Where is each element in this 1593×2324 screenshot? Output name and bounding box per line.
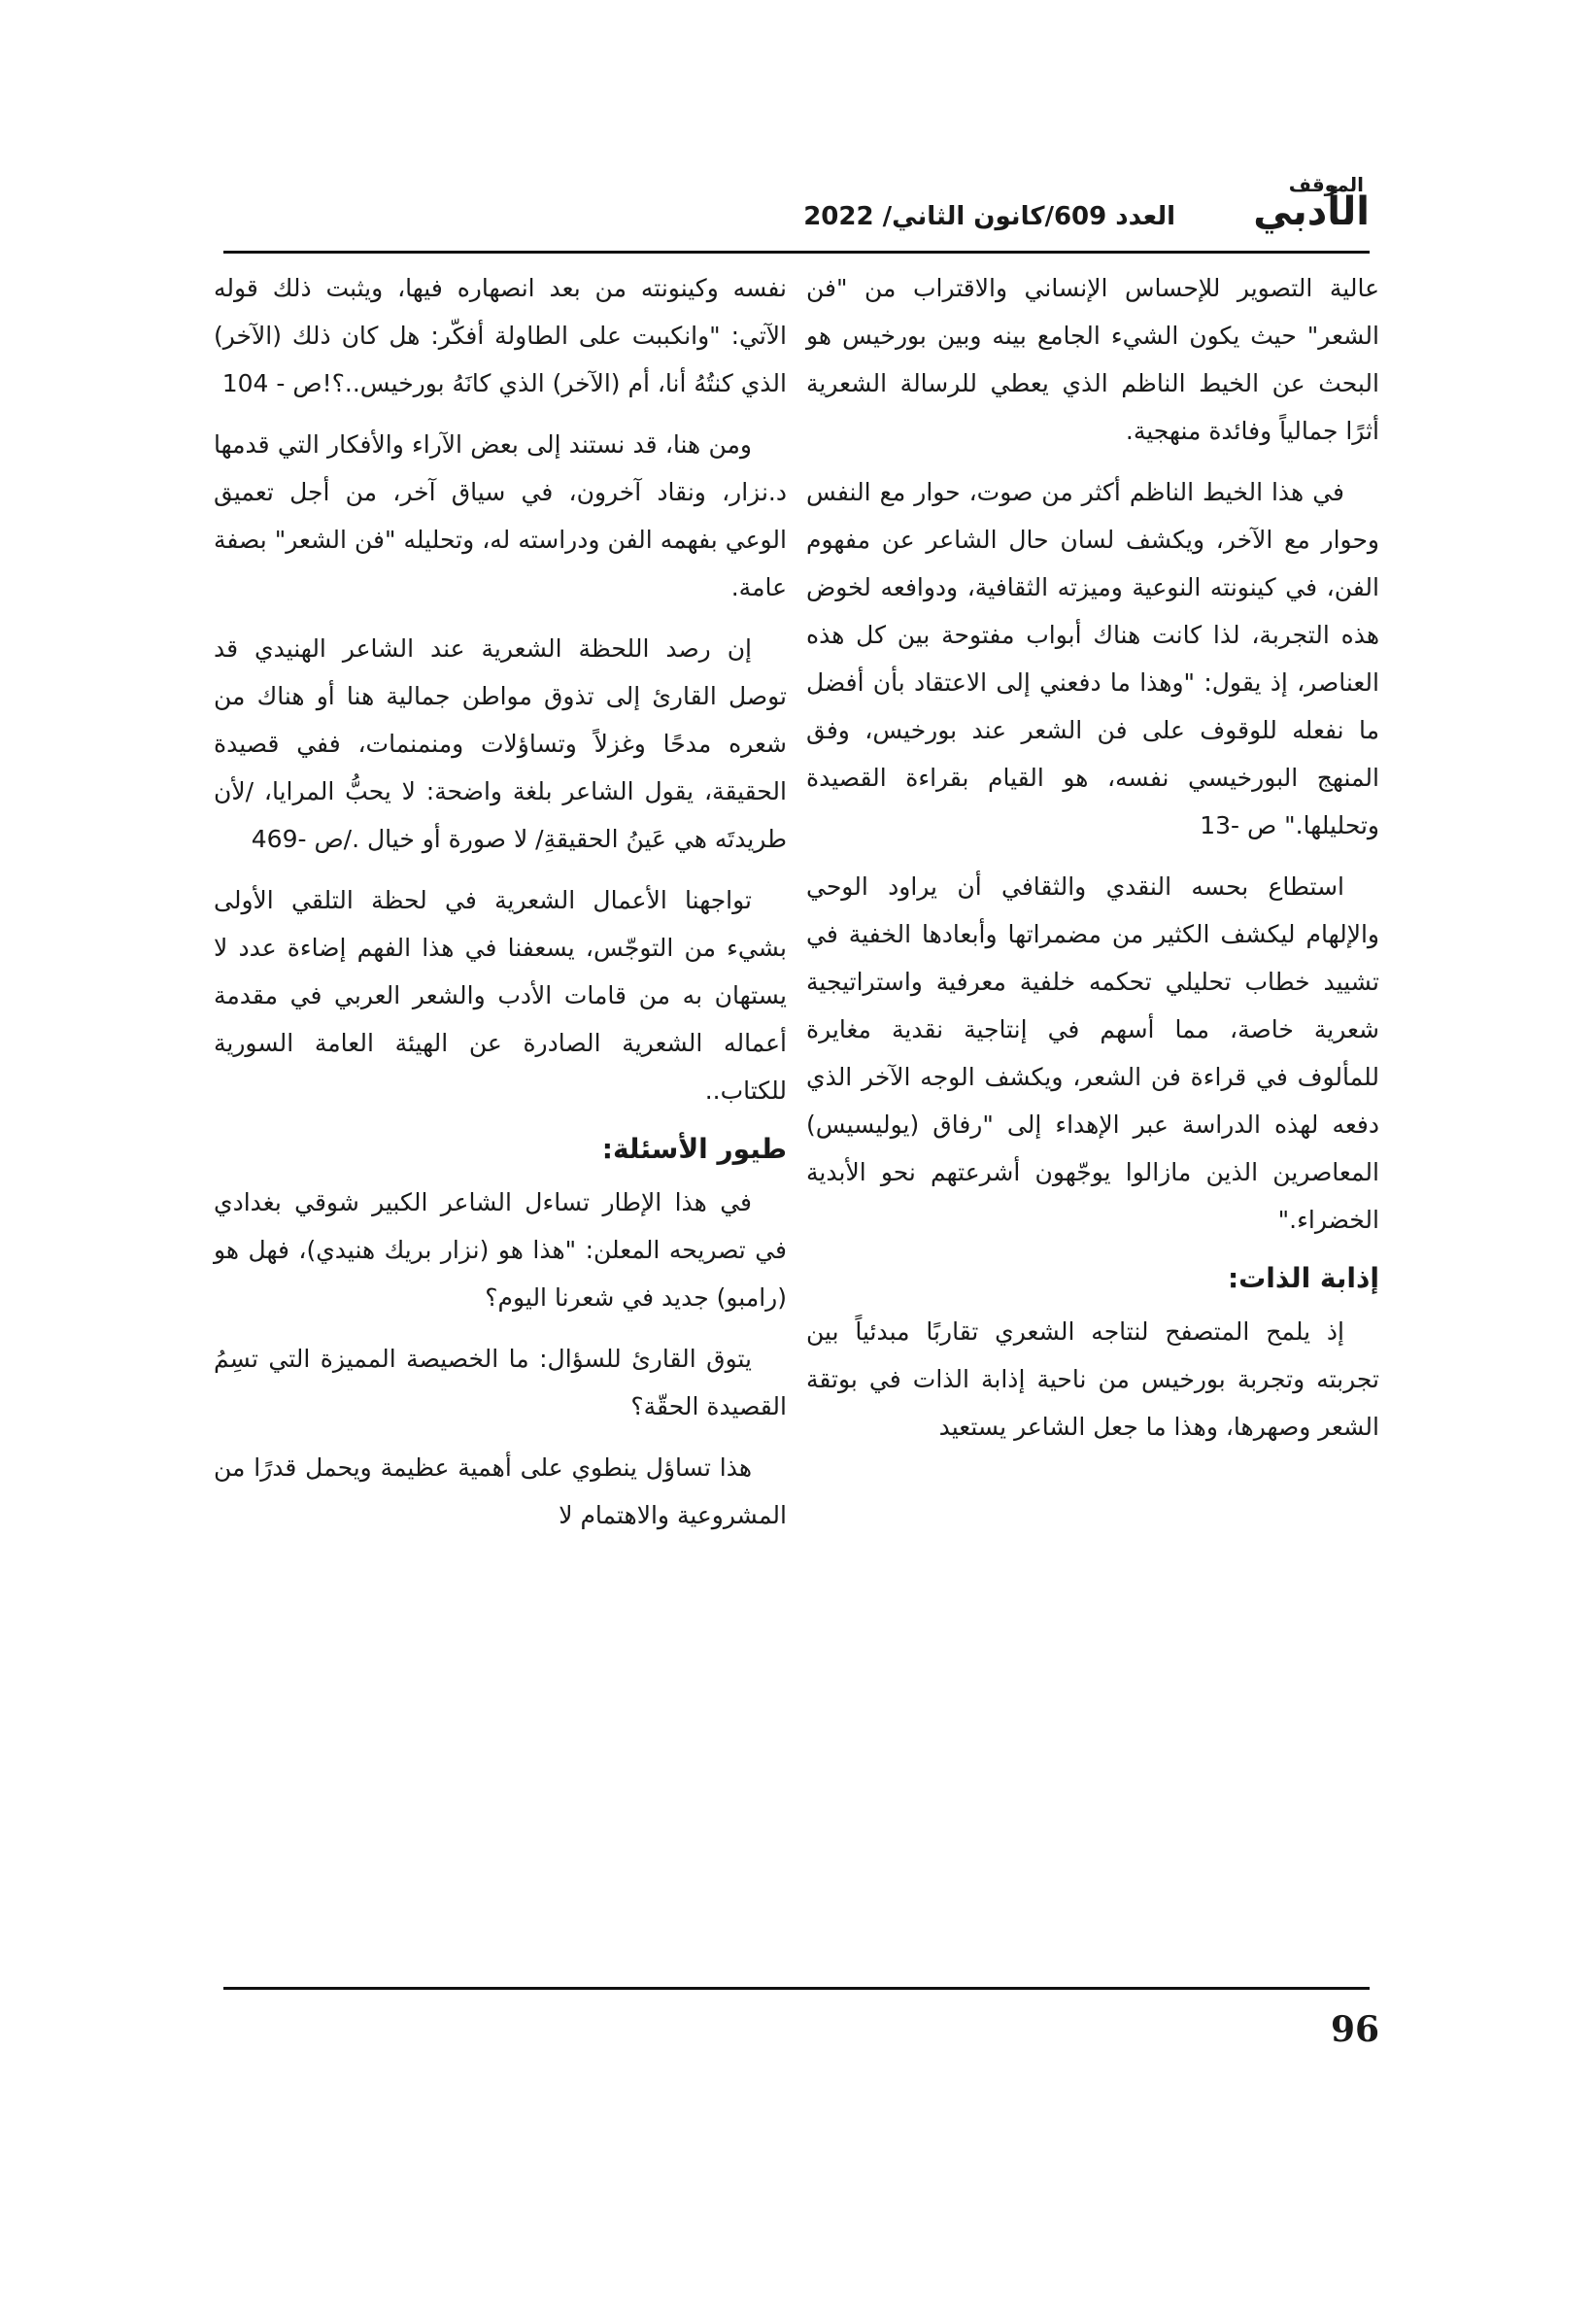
paragraph: نفسه وكينونته من بعد انصهاره فيها، ويثبت ذلك قوله الآتي: "وانكببت على الطاولة أفكّر: هل كان ذلك (الآخر) الذي كنتُهُ أنا، أم (الآخر) الذي كانَهُ بورخيس..؟!ص - 104 xyxy=(214,274,787,397)
left-column xyxy=(214,264,787,1553)
paragraph: في هذا الإطار تساءل الشاعر الكبير شوقي بغدادي في تصريحه المعلن: "هذا هو (نزار بريك هنيدي)، فهل هو (رامبو) جديد في شعرنا اليوم؟ xyxy=(214,1188,787,1312)
paragraph: ومن هنا، قد نستند إلى بعض الآراء والأفكار التي قدمها د.نزار، ونقاد آخرون، في سياق آخر، من أجل تعميق الوعي بفهمه الفن ودراسته له، وتحليله "فن الشعر" بصفة عامة. xyxy=(214,430,787,601)
paragraph: عالية التصوير للإحساس الإنساني والاقتراب من "فن الشعر" حيث يكون الشيء الجامع بينه وبين بورخيس هو البحث عن الخيط الناظم الذي يعطي للرسالة الشعرية أثرًا جمالياً وفائدة منهجية. xyxy=(806,274,1379,445)
right-column xyxy=(806,264,1379,1464)
magazine-logo xyxy=(1195,173,1370,243)
section-heading: إذابة الذات: xyxy=(1227,1262,1379,1294)
paragraph: تواجهنا الأعمال الشعرية في لحظة التلقي الأولى بشيء من التوجّس، يسعفنا في هذا الفهم إضاءة عدد لا يستهان به من قامات الأدب والشعر العربي في مقدمة أعماله الشعرية الصادرة عن الهيئة العامة السورية للكتاب.. xyxy=(214,886,787,1105)
paragraph: استطاع بحسه النقدي والثقافي أن يراود الوحي والإلهام ليكشف الكثير من مضمراتها وأبعادها الخفية في تشييد خطاب تحليلي تحكمه خلفية معرفية واستراتيجية شعرية خاصة، مما أسهم في إنتاجية نقدية مغايرة للمألوف في قراءة فن الشعر، ويكشف الوجه الآخر الذي دفعه لهذه الدراسة عبر الإهداء إلى "رفاق (يوليسيس) المعاصرين الذين مازالوا يوجّهون أشرعتهم نحو الأبدية الخضراء." xyxy=(806,872,1379,1234)
paragraph: في هذا الخيط الناظم أكثر من صوت، حوار مع النفس وحوار مع الآخر، ويكشف لسان حال الشاعر عن مفهوم الفن، في كينونته النوعية وميزته الثقافية، ودوافعه لخوض هذه التجربة، لذا كانت هناك أبواب مفتوحة بين كل هذه العناصر، إذ يقول: "وهذا ما دفعني إلى الاعتقاد بأن أفضل ما نفعله للوقوف على فن الشعر عند بورخيس، وفق المنهج البورخيسي نفسه، هو القيام بقراءة القصيدة وتحليلها." ص -13 xyxy=(806,478,1379,839)
logo-small-text: الموقف xyxy=(1288,173,1364,196)
footer-divider xyxy=(223,1987,1370,1990)
logo-big-text: الأدبي xyxy=(1253,189,1370,234)
paragraph: إذ يلمح المتصفح لنتاجه الشعري تقاربًا مبدئياً بين تجربته وتجربة بورخيس من ناحية إذابة الذات في بوتقة الشعر وصهرها، وهذا ما جعل الشاعر يستعيد xyxy=(806,1317,1379,1441)
header-divider xyxy=(223,251,1370,254)
issue-info: العدد 609/كانون الثاني/ 2022 xyxy=(803,202,1175,231)
paragraph: يتوق القارئ للسؤال: ما الخصيصة المميزة التي تسِمُ القصيدة الحقّة؟ xyxy=(214,1345,787,1420)
section-heading: طيور الأسئلة: xyxy=(601,1133,787,1165)
page-header xyxy=(223,173,1370,251)
paragraph: إن رصد اللحظة الشعرية عند الشاعر الهنيدي قد توصل القارئ إلى تذوق مواطن جمالية هنا أو هناك من شعره مدحًا وغزلاً وتساؤلات ومنمنمات، ففي قصيدة الحقيقة، يقول الشاعر بلغة واضحة: لا يحبُّ المرايا، /لأن طريدتَه هي عَينُ الحقيقةِ/ لا صورة أو خيال ./ص -469 xyxy=(214,634,787,853)
page-number: 96 xyxy=(1331,2009,1380,2050)
paragraph: هذا تساؤل ينطوي على أهمية عظيمة ويحمل قدرًا من المشروعية والاهتمام لا xyxy=(214,1453,787,1529)
